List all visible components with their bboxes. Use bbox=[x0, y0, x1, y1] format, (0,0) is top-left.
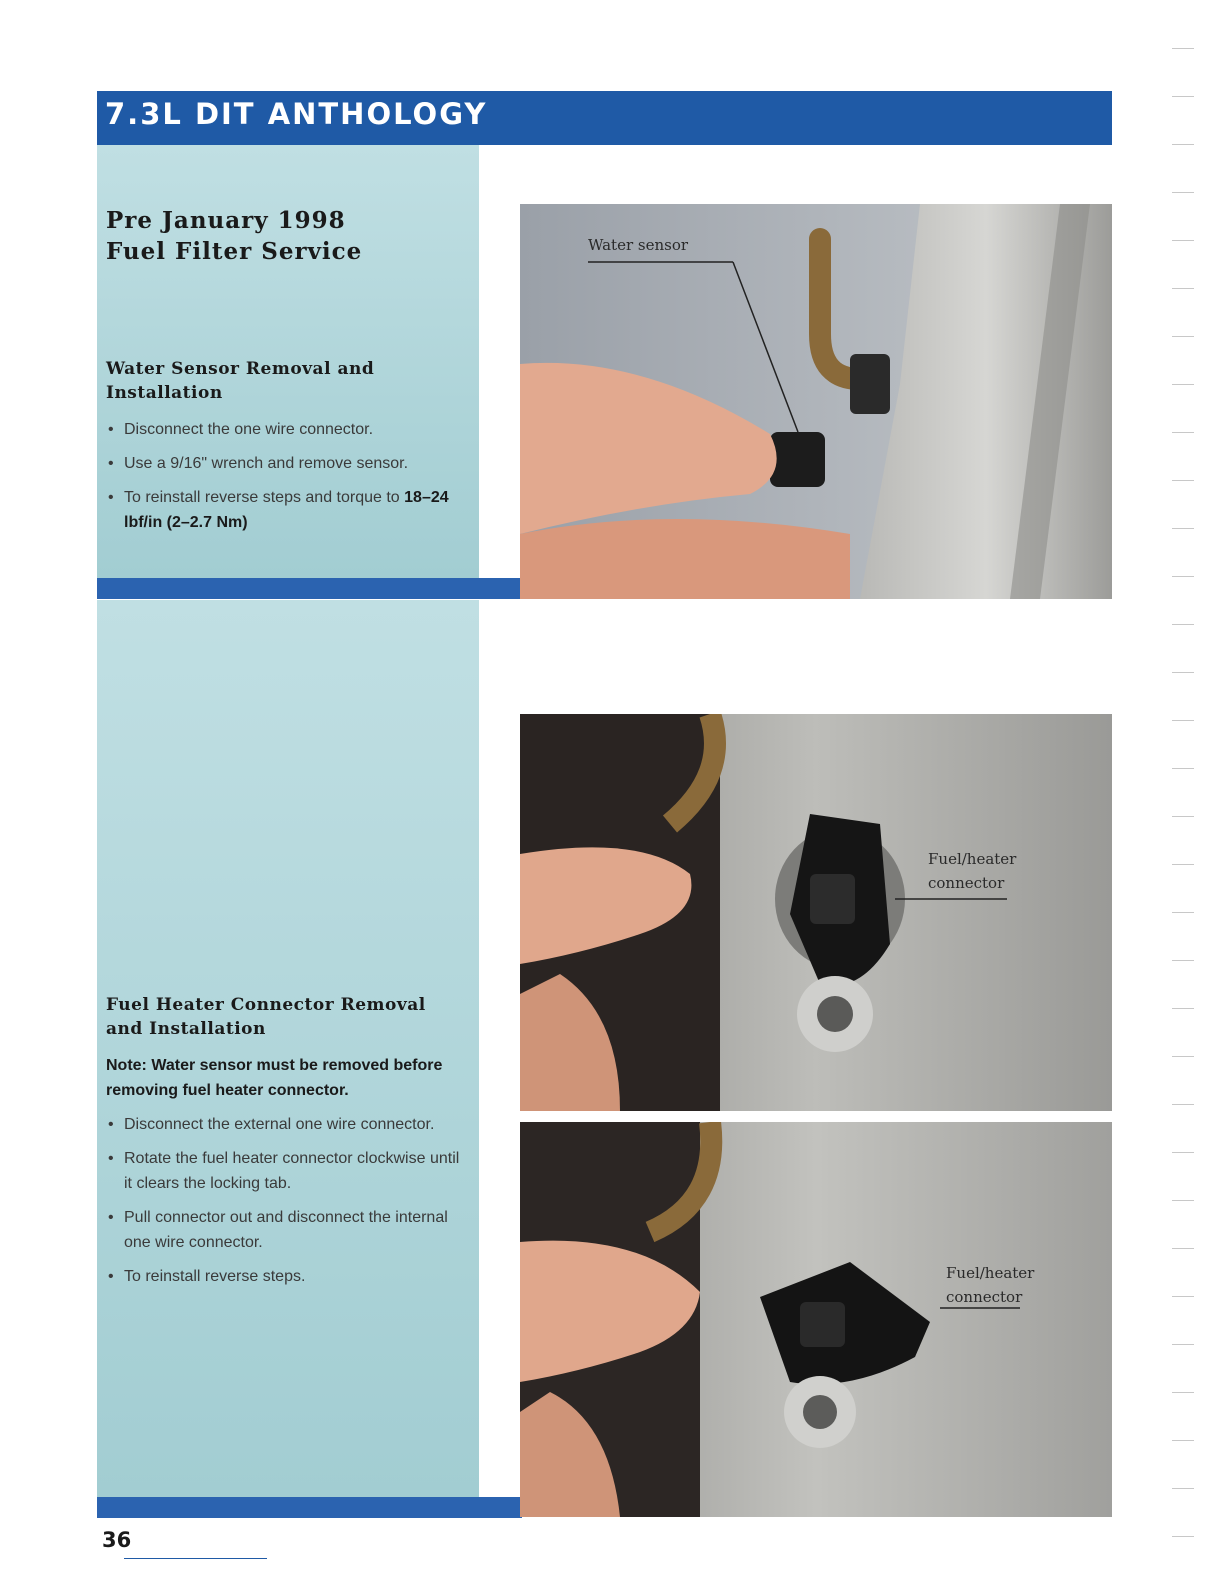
water-sensor-steps bbox=[106, 417, 461, 544]
page-title bbox=[106, 205, 362, 267]
tab-mark bbox=[1172, 1248, 1194, 1249]
fuel-heater-heading: Fuel Heater Connector Removal and Installation bbox=[106, 995, 426, 1039]
page-title-line-2: Fuel Filter Service bbox=[106, 238, 363, 265]
tab-mark bbox=[1172, 240, 1194, 241]
section-divider bbox=[97, 1497, 522, 1518]
list-item: • Pull connector out and disconnect the internal one wire connector. bbox=[106, 1205, 461, 1255]
list-item: • Disconnect the one wire connector. bbox=[106, 417, 461, 442]
fuel-heater-label-1 bbox=[928, 847, 1016, 895]
tab-mark bbox=[1172, 1008, 1194, 1009]
header-bar bbox=[97, 91, 1112, 145]
tab-mark bbox=[1172, 1344, 1194, 1345]
tab-mark bbox=[1172, 1152, 1194, 1153]
tab-mark bbox=[1172, 816, 1194, 817]
fuel-heater-label-2-line-2: connector bbox=[946, 1288, 1023, 1306]
tab-mark bbox=[1172, 192, 1194, 193]
tab-mark bbox=[1172, 96, 1194, 97]
tab-mark bbox=[1172, 336, 1194, 337]
tab-mark bbox=[1172, 1440, 1194, 1441]
tab-mark bbox=[1172, 1488, 1194, 1489]
binder-tab-marks bbox=[1172, 40, 1200, 1560]
tab-mark bbox=[1172, 960, 1194, 961]
tab-mark bbox=[1172, 144, 1194, 145]
tab-mark bbox=[1172, 1104, 1194, 1105]
tab-mark bbox=[1172, 528, 1194, 529]
tab-mark bbox=[1172, 432, 1194, 433]
tab-mark bbox=[1172, 768, 1194, 769]
tab-mark bbox=[1172, 576, 1194, 577]
tab-mark bbox=[1172, 384, 1194, 385]
fuel-heater-photo-1 bbox=[520, 714, 1112, 1111]
list-item: • To reinstall reverse steps. bbox=[106, 1264, 461, 1289]
footer-rule bbox=[124, 1558, 267, 1559]
water-sensor-photo bbox=[520, 204, 1112, 599]
tab-mark bbox=[1172, 1056, 1194, 1057]
fuel-heater-illustration-1 bbox=[520, 714, 1112, 1111]
page-title-line-1: Pre January 1998 bbox=[106, 207, 346, 234]
tab-mark bbox=[1172, 48, 1194, 49]
header-title: 7.3L DIT ANTHOLOGY bbox=[105, 97, 488, 131]
tab-mark bbox=[1172, 672, 1194, 673]
list-item: • Use a 9/16" wrench and remove sensor. bbox=[106, 451, 461, 476]
torque-value: 18–24 lbf/in (2–2.7 Nm) bbox=[124, 489, 449, 531]
fuel-heater-note: Note: Water sensor must be removed before removing fuel heater connector. bbox=[106, 1057, 443, 1099]
section-divider bbox=[97, 578, 522, 599]
tab-mark bbox=[1172, 1392, 1194, 1393]
fuel-heater-label-1-line-1: Fuel/heater bbox=[928, 850, 1017, 868]
water-sensor-label: Water sensor bbox=[588, 236, 689, 254]
list-item-text: To reinstall reverse steps and torque to bbox=[124, 489, 400, 506]
tab-mark bbox=[1172, 864, 1194, 865]
tab-mark bbox=[1172, 480, 1194, 481]
fuel-heater-steps bbox=[106, 1112, 461, 1298]
fuel-heater-label-2 bbox=[946, 1261, 1034, 1309]
fuel-heater-label-1-line-2: connector bbox=[928, 874, 1005, 892]
fuel-heater-illustration-2 bbox=[520, 1122, 1112, 1517]
list-item: • Disconnect the external one wire connector. bbox=[106, 1112, 461, 1137]
tab-mark bbox=[1172, 1200, 1194, 1201]
fuel-heater-photo-2 bbox=[520, 1122, 1112, 1517]
sidebar-panel-bottom bbox=[97, 600, 479, 1497]
page-number: 36 bbox=[102, 1528, 132, 1552]
tab-mark bbox=[1172, 720, 1194, 721]
list-item: • Rotate the fuel heater connector clockwise until it clears the locking tab. bbox=[106, 1146, 461, 1196]
list-item bbox=[106, 485, 461, 535]
tab-mark bbox=[1172, 1296, 1194, 1297]
fuel-heater-label-2-line-1: Fuel/heater bbox=[946, 1264, 1035, 1282]
tab-mark bbox=[1172, 624, 1194, 625]
tab-mark bbox=[1172, 1536, 1194, 1537]
water-sensor-heading: Water Sensor Removal and Installation bbox=[106, 359, 375, 403]
tab-mark bbox=[1172, 288, 1194, 289]
water-sensor-illustration bbox=[520, 204, 1112, 599]
tab-mark bbox=[1172, 912, 1194, 913]
